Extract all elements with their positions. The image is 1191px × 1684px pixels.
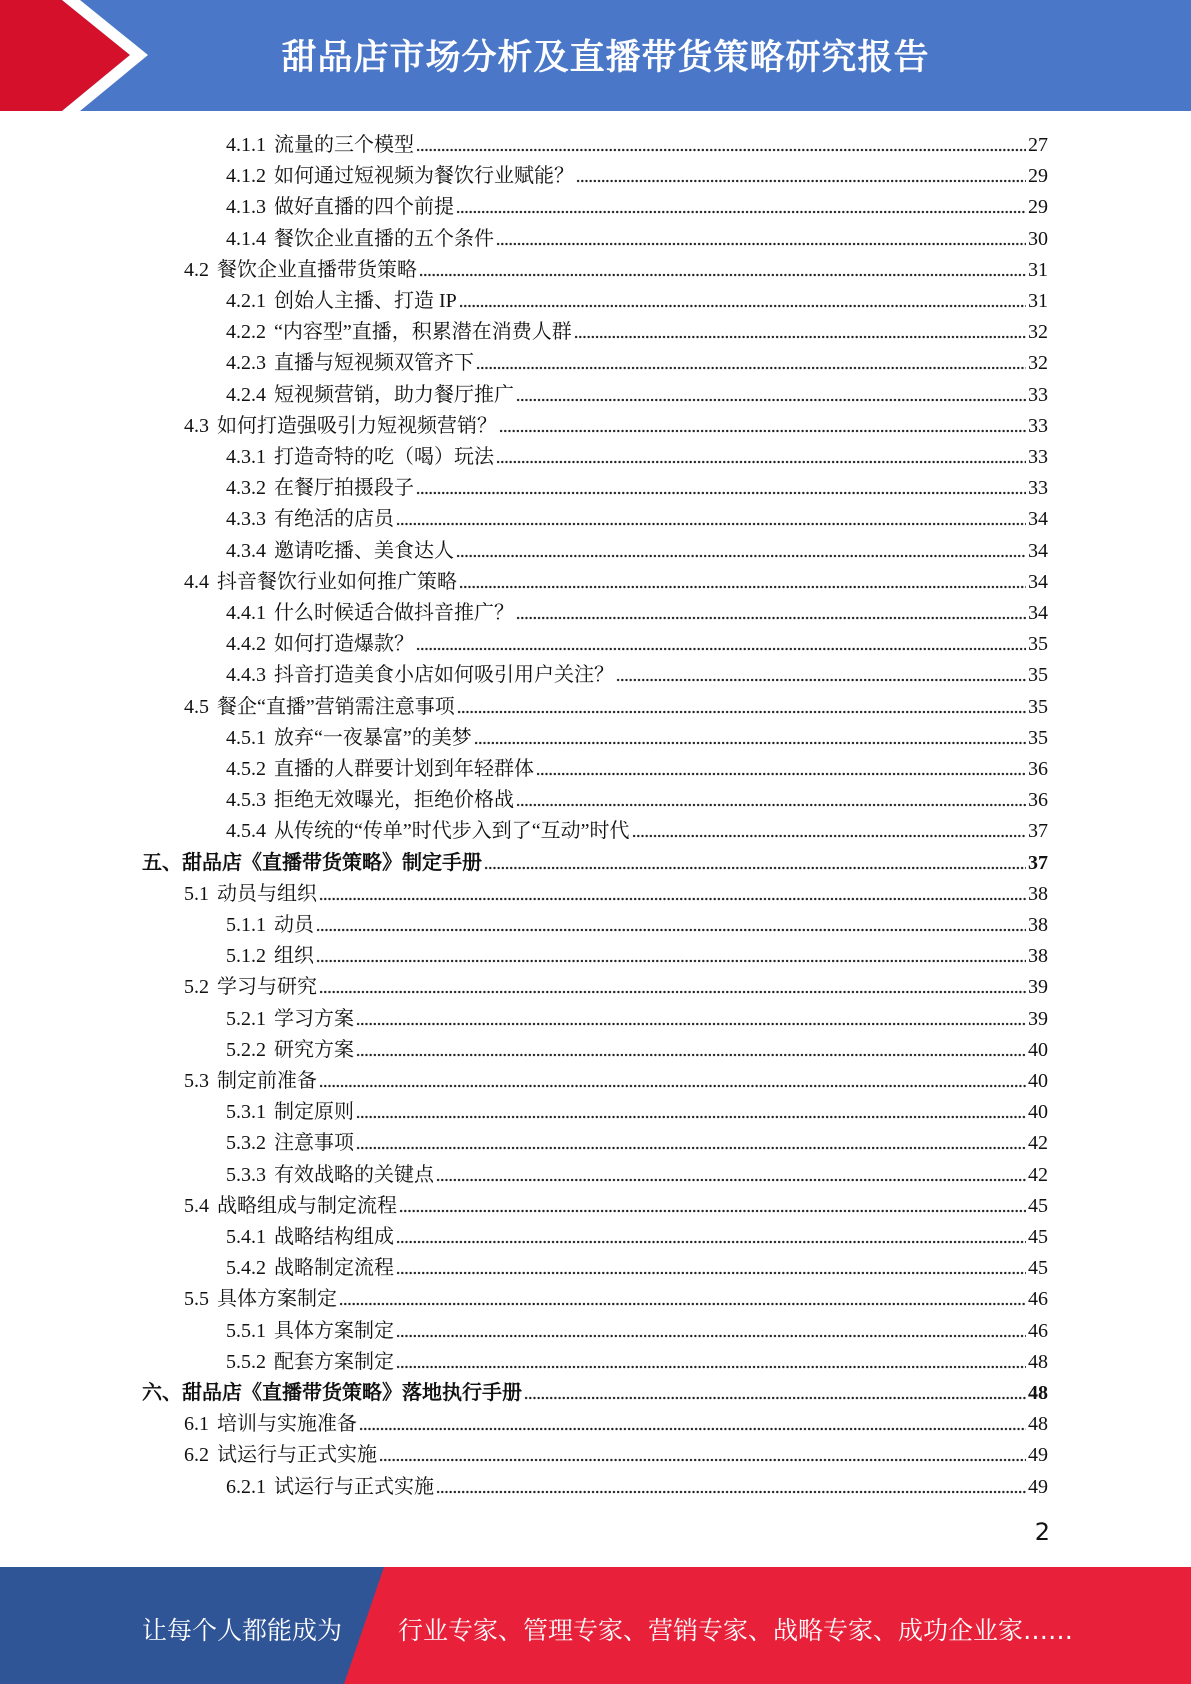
toc-dot-leader <box>516 803 1026 807</box>
toc-dot-leader <box>476 366 1026 370</box>
toc-entry-label: 抖音餐饮行业如何推广策略 <box>217 570 457 593</box>
toc-entry[interactable] <box>226 906 1048 937</box>
toc-dot-leader <box>632 834 1026 838</box>
toc-dot-leader <box>457 710 1026 714</box>
toc-entry-label: 具体方案制定 <box>274 1319 394 1342</box>
toc-entry-page: 40 <box>1028 1038 1048 1061</box>
toc-entry-number: 4.4.1 <box>226 602 266 624</box>
toc-dot-leader <box>436 1490 1026 1494</box>
toc-entry-label: 战略结构组成 <box>274 1226 394 1248</box>
toc-entry[interactable] <box>226 1343 1048 1374</box>
toc-entry[interactable] <box>226 812 1048 843</box>
toc-entry[interactable] <box>226 1249 1048 1280</box>
toc-entry[interactable] <box>226 1156 1048 1187</box>
toc-entry-page: 33 <box>1028 446 1048 468</box>
toc-dot-leader <box>436 1178 1026 1182</box>
toc-entry-number: 5.4 <box>184 1194 209 1217</box>
toc-entry-label: 做好直播的四个前提 <box>274 196 454 219</box>
toc-dot-leader <box>416 491 1026 495</box>
toc-entry-page: 29 <box>1028 196 1048 219</box>
toc-entry-number: 4.2.4 <box>226 383 266 406</box>
toc-entry-number: 5.1 <box>184 882 209 905</box>
toc-dot-leader <box>524 1396 1026 1400</box>
toc-entry-label: 流量的三个模型 <box>274 134 414 156</box>
toc-entry-label: 六、甜品店《直播带货策略》落地执行手册 <box>142 1382 522 1404</box>
toc-entry-page: 31 <box>1028 258 1048 281</box>
toc-dot-leader <box>576 179 1026 183</box>
toc-dot-leader <box>499 429 1026 433</box>
toc-entry-page: 35 <box>1028 726 1048 749</box>
toc-entry-number: 5.5.2 <box>226 1350 266 1373</box>
toc-entry-page: 33 <box>1028 477 1048 500</box>
toc-entry-label: 在餐厅拍摄段子 <box>274 477 414 500</box>
toc-entry[interactable] <box>226 781 1048 812</box>
toc-dot-leader <box>319 897 1026 901</box>
toc-entry-label: 餐饮企业直播的五个条件 <box>274 227 494 250</box>
toc-entry-label: 战略制定流程 <box>274 1257 394 1280</box>
toc-entry-page: 49 <box>1028 1444 1048 1467</box>
toc-dot-leader <box>356 1053 1026 1057</box>
toc-entry-label: 短视频营销，助力餐厅推广 <box>274 383 514 406</box>
toc-entry-number: 4.1.1 <box>226 134 266 156</box>
toc-entry-number: 4.5.1 <box>226 726 266 749</box>
toc-entry-label: 什么时候适合做抖音推广？ <box>274 602 514 624</box>
toc-entry-label: 有效战略的关键点 <box>274 1163 434 1186</box>
toc-entry-page: 38 <box>1028 945 1048 968</box>
toc-entry[interactable] <box>226 1093 1048 1124</box>
toc-entry[interactable] <box>226 500 1048 531</box>
footer-slogan-right: 行业专家、管理专家、营销专家、战略专家、成功企业家…… <box>398 1616 1074 1645</box>
toc-entry-page: 33 <box>1028 383 1048 406</box>
toc-dot-leader <box>359 1427 1026 1431</box>
toc-dot-leader <box>396 1240 1026 1244</box>
toc-entry-page: 40 <box>1028 1101 1048 1124</box>
toc-entry-label: 如何打造爆款？ <box>274 633 414 656</box>
toc-entry-label: 组织 <box>274 945 314 968</box>
toc-entry[interactable] <box>226 1218 1048 1249</box>
toc-entry-number: 4.4 <box>184 570 209 593</box>
toc-entry-number: 4.3 <box>184 414 209 437</box>
toc-dot-leader <box>416 647 1026 651</box>
toc-entry-page: 36 <box>1028 789 1048 812</box>
toc-entry-number: 4.5.4 <box>226 820 266 843</box>
toc-entry-label: 学习方案 <box>274 1007 354 1030</box>
toc-entry-page: 42 <box>1028 1132 1048 1155</box>
toc-entry-page: 45 <box>1028 1257 1048 1280</box>
toc-entry-number: 5.3 <box>184 1070 209 1092</box>
toc-dot-leader <box>496 460 1026 464</box>
toc-entry-label: 餐企“直播”营销需注意事项 <box>217 695 455 718</box>
toc-entry[interactable] <box>226 469 1048 500</box>
toc-dot-leader <box>516 398 1026 402</box>
toc-dot-leader <box>316 959 1026 963</box>
toc-dot-leader <box>399 1209 1026 1213</box>
toc-entry-page: 37 <box>1028 851 1048 874</box>
toc-entry-label: 创始人主播、打造 IP <box>274 290 457 312</box>
toc-entry-number: 5.5.1 <box>226 1319 266 1342</box>
toc-dot-leader <box>419 273 1026 277</box>
page-header <box>0 0 1191 111</box>
toc-entry-page: 39 <box>1028 976 1048 999</box>
toc-entry-page: 33 <box>1028 414 1048 437</box>
toc-dot-leader <box>316 928 1026 932</box>
toc-entry-number: 4.5.2 <box>226 758 266 780</box>
toc-entry-label: 具体方案制定 <box>217 1288 337 1311</box>
toc-entry-page: 46 <box>1028 1319 1048 1342</box>
toc-entry-page: 35 <box>1028 664 1048 687</box>
toc-entry-number: 6.2 <box>184 1444 209 1467</box>
toc-entry[interactable] <box>226 1031 1048 1062</box>
toc-entry-label: 邀请吃播、美食达人 <box>274 539 454 562</box>
toc-entry-page: 42 <box>1028 1163 1048 1186</box>
toc-entry-number: 4.5 <box>184 695 209 718</box>
toc-entry[interactable] <box>226 1468 1048 1499</box>
page-footer <box>0 1567 1191 1684</box>
toc-entry-label: 研究方案 <box>274 1038 354 1061</box>
toc-entry-number: 5.3.2 <box>226 1132 266 1155</box>
toc-entry-page: 36 <box>1028 758 1048 780</box>
toc-entry[interactable] <box>226 376 1048 407</box>
toc-dot-leader <box>516 616 1026 620</box>
toc-entry-label: 放弃“一夜暴富”的美梦 <box>274 726 472 749</box>
toc-dot-leader <box>616 678 1026 682</box>
toc-entry[interactable] <box>184 563 1048 594</box>
toc-dot-leader <box>536 772 1026 776</box>
toc-entry[interactable] <box>226 656 1048 687</box>
toc-entry-label: 有绝活的店员 <box>274 508 394 531</box>
toc-entry[interactable] <box>226 188 1048 219</box>
toc-entry-number: 5.5 <box>184 1288 209 1311</box>
toc-entry-label: “内容型”直播，积累潜在消费人群 <box>274 321 572 344</box>
toc-entry-label: 打造奇特的吃（喝）玩法 <box>274 446 494 468</box>
toc-entry-number: 4.1.2 <box>226 165 266 188</box>
toc-entry-page: 34 <box>1028 570 1048 593</box>
toc-dot-leader <box>356 1022 1026 1026</box>
toc-entry-page: 32 <box>1028 321 1048 344</box>
toc-entry[interactable] <box>184 407 1048 438</box>
toc-entry[interactable] <box>226 282 1048 313</box>
toc-entry[interactable] <box>184 1436 1048 1467</box>
toc-dot-leader <box>456 210 1026 214</box>
toc-entry[interactable] <box>184 1062 1048 1093</box>
toc-entry[interactable] <box>226 1312 1048 1343</box>
toc-dot-leader <box>459 304 1026 308</box>
toc-entry-number: 4.4.2 <box>226 633 266 656</box>
toc-entry-label: 制定原则 <box>274 1101 354 1124</box>
toc-entry[interactable] <box>184 968 1048 999</box>
toc-entry-page: 31 <box>1028 290 1048 312</box>
toc-entry-label: 餐饮企业直播带货策略 <box>217 258 417 281</box>
toc-entry-number: 4.2 <box>184 258 209 281</box>
toc-entry-number: 4.2.1 <box>226 290 266 312</box>
toc-dot-leader <box>379 1458 1026 1462</box>
toc-entry-label: 如何打造强吸引力短视频营销？ <box>217 414 497 437</box>
toc-entry-number: 4.3.3 <box>226 508 266 531</box>
toc-entry-page: 45 <box>1028 1226 1048 1248</box>
toc-entry[interactable] <box>184 688 1048 719</box>
toc-entry-page: 34 <box>1028 602 1048 624</box>
toc-entry-page: 34 <box>1028 539 1048 562</box>
toc-entry-page: 32 <box>1028 352 1048 375</box>
toc-entry[interactable] <box>226 625 1048 656</box>
toc-entry[interactable] <box>184 1187 1048 1218</box>
toc-dot-leader <box>474 741 1026 745</box>
toc-entry[interactable] <box>142 1374 1048 1405</box>
toc-entry-number: 4.2.3 <box>226 352 266 375</box>
toc-entry-page: 45 <box>1028 1194 1048 1217</box>
toc-entry-page: 48 <box>1028 1413 1048 1436</box>
toc-entry-page: 30 <box>1028 227 1048 250</box>
toc-dot-leader <box>416 148 1026 152</box>
toc-entry-number: 4.1.4 <box>226 227 266 250</box>
toc-dot-leader <box>496 242 1026 246</box>
toc-entry[interactable] <box>142 844 1048 875</box>
toc-entry-page: 37 <box>1028 820 1048 843</box>
toc-entry-number: 5.2.1 <box>226 1007 266 1030</box>
toc-dot-leader <box>484 866 1026 870</box>
toc-entry-page: 40 <box>1028 1070 1048 1092</box>
toc-entry-number: 5.3.1 <box>226 1101 266 1124</box>
toc-entry-number: 5.2.2 <box>226 1038 266 1061</box>
toc-entry-label: 从传统的“传单”时代步入到了“互动”时代 <box>274 820 630 843</box>
toc-dot-leader <box>396 1334 1026 1338</box>
toc-entry-label: 如何通过短视频为餐饮行业赋能？ <box>274 165 574 188</box>
toc-entry-label: 五、甜品店《直播带货策略》制定手册 <box>142 851 482 874</box>
toc-dot-leader <box>356 1146 1026 1150</box>
toc-entry-number: 5.1.2 <box>226 945 266 968</box>
toc-entry-number: 4.3.1 <box>226 446 266 468</box>
toc-entry-number: 5.2 <box>184 976 209 999</box>
toc-entry-page: 49 <box>1028 1475 1048 1498</box>
toc-entry-page: 29 <box>1028 165 1048 188</box>
toc-entry-label: 培训与实施准备 <box>217 1413 357 1436</box>
toc-entry-label: 动员与组织 <box>217 882 317 905</box>
toc-dot-leader <box>356 1115 1026 1119</box>
toc-entry[interactable] <box>226 220 1048 251</box>
toc-entry-page: 34 <box>1028 508 1048 531</box>
document-title: 甜品店市场分析及直播带货策略研究报告 <box>281 38 930 78</box>
toc-entry-label: 试运行与正式实施 <box>217 1444 377 1467</box>
toc-dot-leader <box>396 522 1026 526</box>
toc-dot-leader <box>574 335 1026 339</box>
toc-entry-page: 48 <box>1028 1382 1048 1404</box>
toc-entry[interactable] <box>226 594 1048 625</box>
toc-dot-leader <box>459 585 1026 589</box>
toc-entry[interactable] <box>184 1405 1048 1436</box>
toc-entry-page: 38 <box>1028 914 1048 936</box>
toc-entry[interactable] <box>226 937 1048 968</box>
toc-entry-label: 战略组成与制定流程 <box>217 1194 397 1217</box>
toc-dot-leader <box>456 554 1026 558</box>
toc-entry[interactable] <box>184 251 1048 282</box>
toc-entry-page: 38 <box>1028 882 1048 905</box>
toc-dot-leader <box>319 990 1026 994</box>
toc-entry[interactable] <box>226 313 1048 344</box>
toc-entry[interactable] <box>226 750 1048 781</box>
footer-slogan-left: 让每个人都能成为 <box>142 1616 343 1645</box>
toc-entry-page: 27 <box>1028 134 1048 156</box>
toc-entry-label: 拒绝无效曝光，拒绝价格战 <box>274 789 514 812</box>
toc-entry-page: 46 <box>1028 1288 1048 1311</box>
toc-entry-number: 6.1 <box>184 1413 209 1436</box>
toc-entry-number: 5.1.1 <box>226 914 266 936</box>
toc-entry[interactable] <box>226 126 1048 157</box>
toc-entry-page: 39 <box>1028 1007 1048 1030</box>
toc-entry[interactable] <box>226 719 1048 750</box>
toc-dot-leader <box>339 1302 1026 1306</box>
toc-entry-label: 直播的人群要计划到年轻群体 <box>274 758 534 780</box>
toc-entry-number: 6.2.1 <box>226 1475 266 1498</box>
toc-entry-number: 4.3.4 <box>226 539 266 562</box>
toc-entry-number: 5.4.2 <box>226 1257 266 1280</box>
toc-entry[interactable] <box>184 1280 1048 1311</box>
toc-entry-label: 注意事项 <box>274 1132 354 1155</box>
toc-entry-label: 制定前准备 <box>217 1070 317 1092</box>
toc-entry-number: 4.3.2 <box>226 477 266 500</box>
toc-entry-number: 5.4.1 <box>226 1226 266 1248</box>
toc-entry[interactable] <box>226 532 1048 563</box>
toc-entry[interactable] <box>226 344 1048 375</box>
toc-dot-leader <box>396 1271 1026 1275</box>
toc-entry-number: 4.4.3 <box>226 664 266 687</box>
toc-entry-number: 4.1.3 <box>226 196 266 219</box>
toc-entry-number: 4.5.3 <box>226 789 266 812</box>
toc-entry-page: 35 <box>1028 633 1048 656</box>
toc-entry-label: 抖音打造美食小店如何吸引用户关注？ <box>274 664 614 687</box>
toc-entry-label: 直播与短视频双管齐下 <box>274 352 474 375</box>
toc-entry-number: 5.3.3 <box>226 1163 266 1186</box>
toc-entry[interactable] <box>184 875 1048 906</box>
toc-entry-label: 试运行与正式实施 <box>274 1475 434 1498</box>
page-number: 2 <box>1034 1518 1050 1546</box>
toc-entry-page: 35 <box>1028 695 1048 718</box>
toc-entry-label: 动员 <box>274 914 314 936</box>
toc-dot-leader <box>396 1365 1026 1369</box>
toc-entry[interactable] <box>226 157 1048 188</box>
toc-dot-leader <box>319 1084 1026 1088</box>
toc-entry[interactable] <box>226 438 1048 469</box>
toc-entry[interactable] <box>226 1124 1048 1155</box>
toc-entry-label: 学习与研究 <box>217 976 317 999</box>
toc-entry-number: 4.2.2 <box>226 321 266 344</box>
toc-entry-label: 配套方案制定 <box>274 1350 394 1373</box>
toc-entry[interactable] <box>226 1000 1048 1031</box>
toc-entry-page: 48 <box>1028 1350 1048 1373</box>
